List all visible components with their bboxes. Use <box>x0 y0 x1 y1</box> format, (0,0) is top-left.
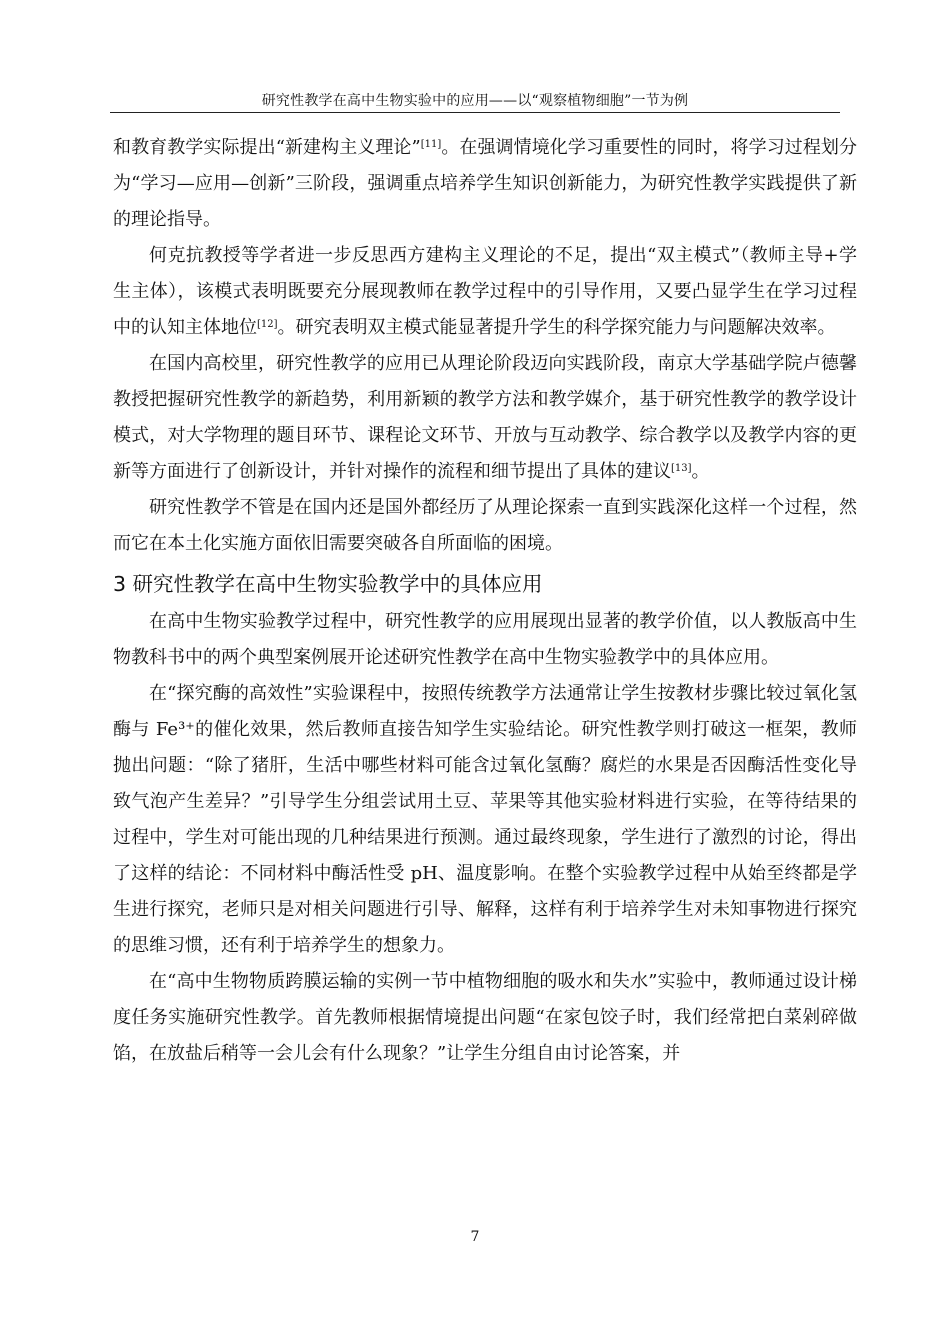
running-header: 研究性教学在高中生物实验中的应用——以“观察植物细胞”一节为例 <box>261 93 689 109</box>
paragraph-dual-mode <box>113 238 857 346</box>
citation-ref: [12] <box>257 319 278 330</box>
section-heading: 3 研究性教学在高中生物实验教学中的具体应用 <box>113 572 543 596</box>
page-body <box>113 130 857 1072</box>
paragraph-text: 。在强调情境化学习重要性的同时，将学习过程划分为“学习—应用—创新”三阶段，强调重点培养学生知识创新能力，为研究性教学实践提供了新的理论指导。 <box>113 137 858 230</box>
section-paragraph-intro: 在高中生物实验教学过程中，研究性教学的应用展现出显著的教学价值，以人教版高中生物教科书中的两个典型案例展开论述研究性教学在高中生物实验教学中的具体应用。 <box>113 611 857 668</box>
paragraph-text: 和教育教学实际提出“新建构主义理论” <box>113 137 421 158</box>
paragraph-text: 。研究表明双主模式能显著提升学生的科学探究能力与问题解决效率。 <box>277 317 836 338</box>
page-number: 7 <box>470 1229 480 1245</box>
paragraph-text: 。 <box>691 461 710 482</box>
header-divider <box>110 112 840 113</box>
section-paragraph-osmosis: 在“高中生物物质跨膜运输的实例一节中植物细胞的吸水和失水”实验中，教师通过设计梯度任务实施研究性教学。首先教师根据情境提出问题“在家包饺子时，我们经常把白菜剁碎做馅，在放盐后稍等一会儿会有什么现象？”让学生分组自由讨论答案，并 <box>113 971 857 1064</box>
section-paragraph-enzyme: 在“探究酶的高效性”实验课程中，按照传统教学方法通常让学生按教材步骤比较过氧化氢酶与 Fe³⁺的催化效果，然后教师直接告知学生实验结论。研究性教学则打破这一框架，教师抛出问题：“除了猪肝，生活中哪些材料可能含过氧化氢酶？腐烂的水果是否因酶活性变化导致气泡产生差异？”引导学生分组尝试用土豆、苹果等其他实验材料进行实验，在等待结果的过程中，学生对可能出现的几种结果进行预测。通过最终现象，学生进行了激烈的讨论，得出了这样的结论：不同材料中酶活性受 pH、温度影响。在整个实验教学过程中从始至终都是学生进行探究，老师只是对相关问题进行引导、解释，这样有利于培养学生对未知事物进行探究的思维习惯，还有利于培养学生的想象力。 <box>113 683 857 956</box>
paragraph-domestic-practice <box>113 346 857 490</box>
citation-ref: [11] <box>420 139 442 150</box>
citation-ref: [13] <box>671 463 692 474</box>
paragraph-continuation <box>113 130 857 238</box>
paragraph-summary: 研究性教学不管是在国内还是国外都经历了从理论探索一直到实践深化这样一个过程，然而它在本土化实施方面依旧需要突破各自所面临的困境。 <box>113 497 857 554</box>
paragraph-text: 在国内高校里，研究性教学的应用已从理论阶段迈向实践阶段，南京大学基础学院卢德馨教授把握研究性教学的新趋势，利用新颖的教学方法和教学媒介，基于研究性教学的教学设计模式，对大学物理的题目环节、课程论文环节、开放与互动教学、综合教学以及教学内容的更新等方面进行了创新设计，并针对操作的流程和细节提出了具体的建议 <box>113 353 857 482</box>
paragraph-text: 何克抗教授等学者进一步反思西方建构主义理论的不足，提出“双主模式”（教师主导+学生主体），该模式表明既要充分展现教师在教学过程中的引导作用，又要凸显学生在学习过程中的认知主体地位 <box>113 245 857 338</box>
